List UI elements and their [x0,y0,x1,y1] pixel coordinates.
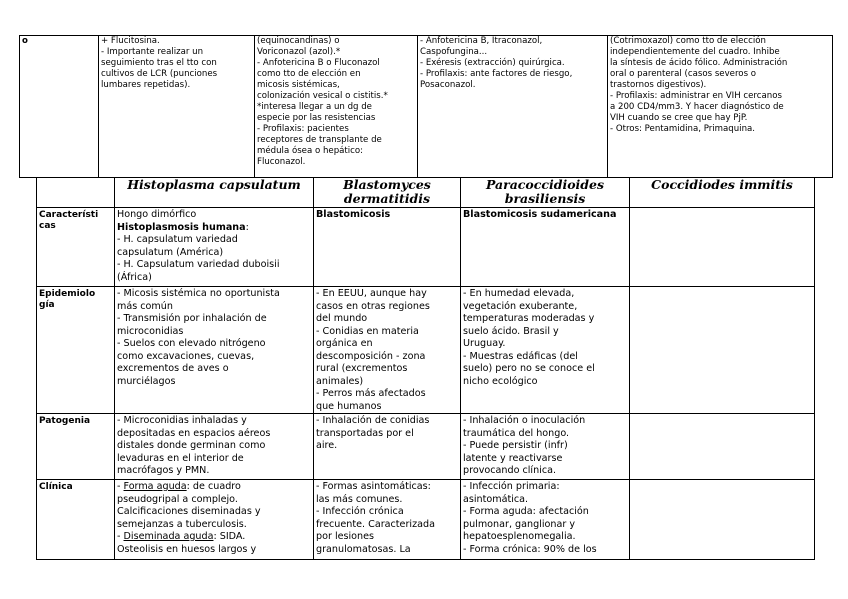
header-blastomyces: Blastomyces dermatitidis [314,178,461,208]
table-row [37,208,815,287]
row-label-epidemiologia: Epidemiolo gía [37,287,115,414]
cell-coccidiodes [630,480,815,560]
table-row [37,414,815,480]
cell-blastomyces: - Formas asintomáticas: las más comunes. - Infección crónica frecuente. Caracterizada por lesiones granulomatosas. La [314,480,461,560]
cell-blastomyces: - Inhalación de conidias transportadas por el aire. [314,414,461,480]
cell-histoplasma: - Micosis sistémica no oportunista más común - Transmisión por inhalación de microconidias - Suelos con elevado nitrógeno como excavaciones, cuevas, excrementos de aves o murciélagos [115,287,314,414]
treatment-cell-0: o [20,36,99,178]
table-header-row [37,178,815,208]
cell-histoplasma: - Forma aguda: de cuadro pseudogripal a complejo. Calcificaciones diseminadas y semejanzas a tuberculosis. - Diseminada aguda: SIDA. Osteolisis en huesos largos y [115,480,314,560]
cell-paracoccidioides: - En humedad elevada, vegetación exuberante, temperaturas moderadas y suelo ácido. Brasil y Uruguay. - Muestras edáficas (del suelo) pero no se conoce el nicho ecológico [461,287,630,414]
row-label-caracteristicas: Característi cas [37,208,115,287]
corner-header [37,178,115,208]
header-paracoccidioides: Paracoccidioides brasiliensis [461,178,630,208]
row-label-clinica: Clínica [37,480,115,560]
cell-blastomyces: - En EEUU, aunque hay casos en otras regiones del mundo - Conidias en materia orgánica en descomposición - zona rural (excrementos animales) - Perros más afectados que humanos [314,287,461,414]
previous-table-fragment [19,35,833,178]
header-histoplasma: Histoplasma capsulatum [115,178,314,208]
cell-blastomyces: Blastomicosis [314,208,461,287]
row-label-patogenia: Patogenia [37,414,115,480]
treatment-cell-4: (Cotrimoxazol) como tto de elección independientemente del cuadro. Inhibe la síntesis de ácido fólico. Administración oral o parenteral (casos severos o trastornos digestivos). - Profilaxis: administrar en VIH cercanos a 200 CD4/mm3. Y hacer diagnóstico de VIH cuando se cree que hay PjP. - Otros: Pentamidina, Primaquina. [608,36,833,178]
header-coccidiodes: Coccidiodes immitis [630,178,815,208]
cell-paracoccidioides: - Infección primaria: asintomática. - Forma aguda: afectación pulmonar, ganglionar y hepatoesplenomegalia. - Forma crónica: 90% de los [461,480,630,560]
cell-histoplasma: Hongo dimórfico Histoplasmosis humana: - H. capsulatum variedad capsulatum (América) - H. Capsulatum variedad duboisii (África) [115,208,314,287]
cell-paracoccidioides: - Inhalación o inoculación traumática del hongo. - Puede persistir (infr) latente y reactivarse provocando clínica. [461,414,630,480]
treatment-cell-3: - Anfotericina B, Itraconazol, Caspofungina... - Exéresis (extracción) quirúrgica. - Profilaxis: ante factores de riesgo, Posaconazol. [418,36,608,178]
table-row [37,480,815,560]
treatment-cell-2: (equinocandinas) o Voriconazol (azol).* - Anfotericina B o Fluconazol como tto de elección en micosis sistémicas, colonización vesical o cistitis.* *interesa llegar a un dg de especie por las resistencias - Profilaxis: pacientes receptores de transplante de médula ósea o hepático: Fluconazol. [255,36,418,178]
treatment-cell-1: + Flucitosina. - Importante realizar un seguimiento tras el tto con cultivos de LCR (punciones lumbares repetidas). [99,36,255,178]
cell-paracoccidioides: Blastomicosis sudamericana [461,208,630,287]
dimorphic-fungi-table [36,177,815,560]
cell-histoplasma: - Microconidias inhaladas y depositadas en espacios aéreos distales donde germinan como levaduras en el interior de macrófagos y PMN. [115,414,314,480]
cell-coccidiodes [630,287,815,414]
cell-coccidiodes [630,414,815,480]
cell-coccidiodes [630,208,815,287]
table-row [37,287,815,414]
